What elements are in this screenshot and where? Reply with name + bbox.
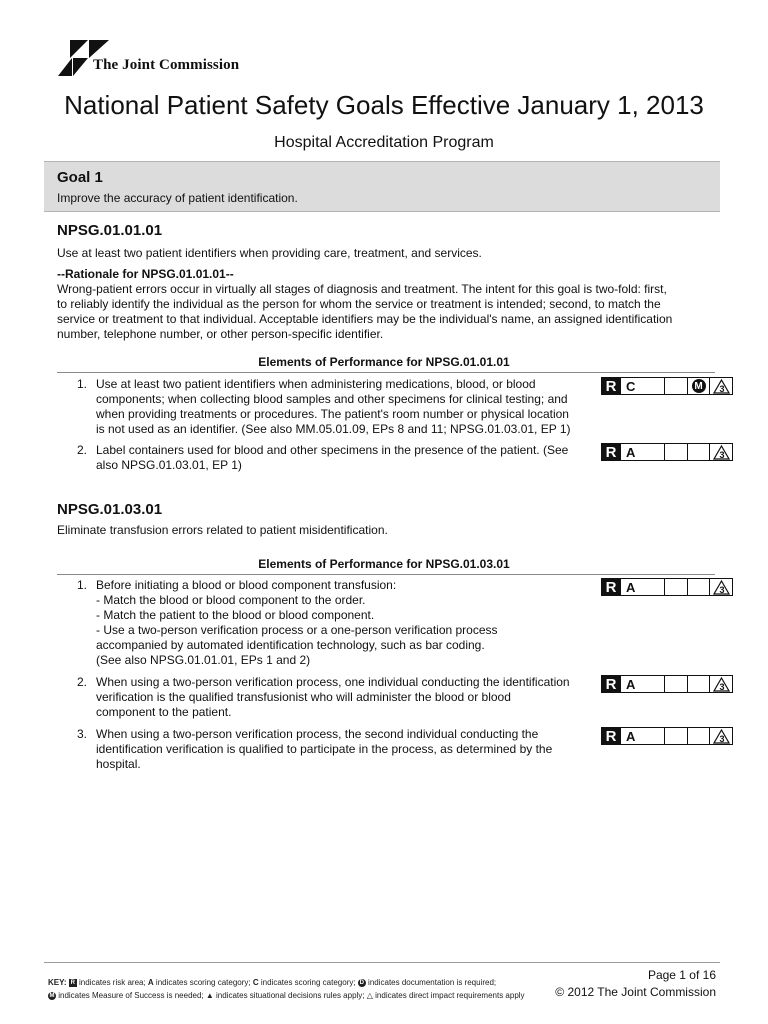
divider <box>57 372 715 373</box>
key-letter: A <box>147 978 154 987</box>
ep-line: Label containers used for blood and other specimens in the presence of the patient. (See <box>96 443 569 457</box>
scoring-boxes <box>601 443 733 461</box>
goal-header <box>44 161 720 212</box>
ep-number: 1. <box>77 377 88 391</box>
documentation-cell <box>665 727 688 745</box>
footer-divider <box>44 962 720 963</box>
footer-key <box>48 976 568 1002</box>
impact-level: 3 <box>718 383 725 394</box>
category-cell: A <box>621 443 665 461</box>
impact-level: 3 <box>718 681 725 692</box>
key-text: indicates direct impact requirements apply <box>372 991 525 1000</box>
impact-cell <box>710 727 733 745</box>
key-text: indicates situational decisions rules apply; <box>213 991 367 1000</box>
risk-badge: R <box>601 727 621 745</box>
measure-cell <box>688 443 710 461</box>
page-title: National Patient Safety Goals Effective January 1, 2013 <box>64 90 704 120</box>
ep-line: hospital. <box>96 757 141 771</box>
risk-badge: R <box>601 675 621 693</box>
ep-line: when providing treatments or procedures. The patient's room number or physical location <box>96 407 569 421</box>
documentation-cell <box>665 443 688 461</box>
ep-line: is not used as an identifier. (See also MM.05.01.09, EPs 8 and 11; NPSG.01.03.01, EP 1) <box>96 422 571 436</box>
ep-line: Before initiating a blood or blood component transfusion: <box>96 578 397 592</box>
ep-line: verification is the qualified transfusionist who will administer the blood or blood <box>96 690 511 704</box>
risk-badge: R <box>601 578 621 596</box>
impact-level: 3 <box>718 584 725 595</box>
documentation-icon: D <box>359 979 364 986</box>
program-name: Hospital Accreditation Program <box>274 134 494 151</box>
measure-of-success-icon: M <box>692 379 706 393</box>
ep-line: When using a two-person verification process, the second individual conducting the <box>96 727 539 741</box>
divider <box>57 574 715 575</box>
ep-line: components; when collecting blood samples and other specimens for clinical testing; and <box>96 392 568 406</box>
risk-badge: R <box>601 443 621 461</box>
ep-line: - Match the blood or blood component to the order. <box>96 593 366 607</box>
impact-cell <box>710 443 733 461</box>
impact-cell <box>710 377 733 395</box>
measure-cell <box>688 578 710 596</box>
goal-title: Goal 1 <box>57 169 103 186</box>
ep-line: When using a two-person verification process, one individual conducting the identification <box>96 675 570 689</box>
key-letter: C <box>252 978 259 987</box>
ep-line: component to the patient. <box>96 705 232 719</box>
copyright: © 2012 The Joint Commission <box>555 985 716 999</box>
npsg-description: Eliminate transfusion errors related to patient misidentification. <box>57 523 388 537</box>
ep-number: 3. <box>77 727 88 741</box>
documentation-cell <box>665 675 688 693</box>
npsg-title: NPSG.01.01.01 <box>57 222 163 239</box>
ep-line: identification verification is qualified to participate in the process, as determined by the <box>96 742 553 756</box>
category-cell: A <box>621 675 665 693</box>
measure-cell <box>688 727 710 745</box>
impact-cell <box>710 578 733 596</box>
direct-impact-icon <box>713 379 730 394</box>
impact-cell <box>710 675 733 693</box>
ep-line: also NPSG.01.03.01, EP 1) <box>96 458 242 472</box>
scoring-boxes <box>601 377 733 395</box>
category-cell: A <box>621 727 665 745</box>
ep-line: - Match the patient to the blood or blood component. <box>96 608 375 622</box>
scoring-boxes <box>601 578 733 596</box>
documentation-cell <box>665 578 688 596</box>
ep-heading: Elements of Performance for NPSG.01.01.01 <box>258 355 510 369</box>
goal-description: Improve the accuracy of patient identification. <box>57 191 298 205</box>
ep-heading: Elements of Performance for NPSG.01.03.01 <box>258 557 510 571</box>
key-label: KEY: <box>48 978 67 987</box>
situational-decision-icon: ▲ <box>205 991 214 1000</box>
ep-line: accompanied by automated identification technology, such as bar coding. <box>96 638 485 652</box>
direct-impact-icon <box>713 445 730 460</box>
key-text: indicates documentation is required; <box>365 978 497 987</box>
rationale-title: --Rationale for NPSG.01.01.01-- <box>57 267 234 281</box>
key-text: indicates scoring category; <box>258 978 358 987</box>
key-text: indicates risk area; <box>76 978 148 987</box>
category-cell: A <box>621 578 665 596</box>
documentation-cell <box>665 377 688 395</box>
category-cell: C <box>621 377 665 395</box>
ep-number: 1. <box>77 578 88 592</box>
direct-impact-icon <box>713 729 730 744</box>
risk-area-icon: R <box>70 979 75 986</box>
measure-cell <box>688 675 710 693</box>
impact-level: 3 <box>718 733 725 744</box>
rationale-line: number, telephone number, or other person-specific identifier. <box>57 327 384 341</box>
measure-cell <box>688 377 710 395</box>
key-text: indicates scoring category; <box>153 978 253 987</box>
rationale <box>57 267 717 342</box>
npsg-title: NPSG.01.03.01 <box>57 501 163 518</box>
ep-number: 2. <box>77 675 88 689</box>
org-name: The Joint Commission <box>93 57 240 73</box>
direct-impact-icon: △ <box>366 991 373 1000</box>
rationale-line: to reliably identify the individual as the person for whom the service or treatment is intended; second, to match the <box>57 297 661 311</box>
npsg-description: Use at least two patient identifiers when providing care, treatment, and services. <box>57 246 482 260</box>
ep-line: - Use a two-person verification process or a one-person verification process <box>96 623 498 637</box>
rationale-line: Wrong-patient errors occur in virtually all stages of diagnosis and treatment. The intent for this goal is two-fold: first, <box>57 282 667 296</box>
rationale-line: service or treatment to that individual. Acceptable identifiers may be the individual's name, an assigned identification <box>57 312 673 326</box>
ep-line: (See also NPSG.01.01.01, EPs 1 and 2) <box>96 653 311 667</box>
direct-impact-icon <box>713 580 730 595</box>
key-text: indicates Measure of Success is needed; <box>56 991 206 1000</box>
ep-number: 2. <box>77 443 88 457</box>
risk-badge: R <box>601 377 621 395</box>
scoring-boxes <box>601 675 733 693</box>
direct-impact-icon <box>713 677 730 692</box>
scoring-boxes <box>601 727 733 745</box>
page-number: Page 1 of 16 <box>647 968 716 982</box>
ep-line: Use at least two patient identifiers when administering medications, blood, or blood <box>96 377 536 391</box>
impact-level: 3 <box>718 449 725 460</box>
measure-of-success-icon: M <box>49 992 55 999</box>
